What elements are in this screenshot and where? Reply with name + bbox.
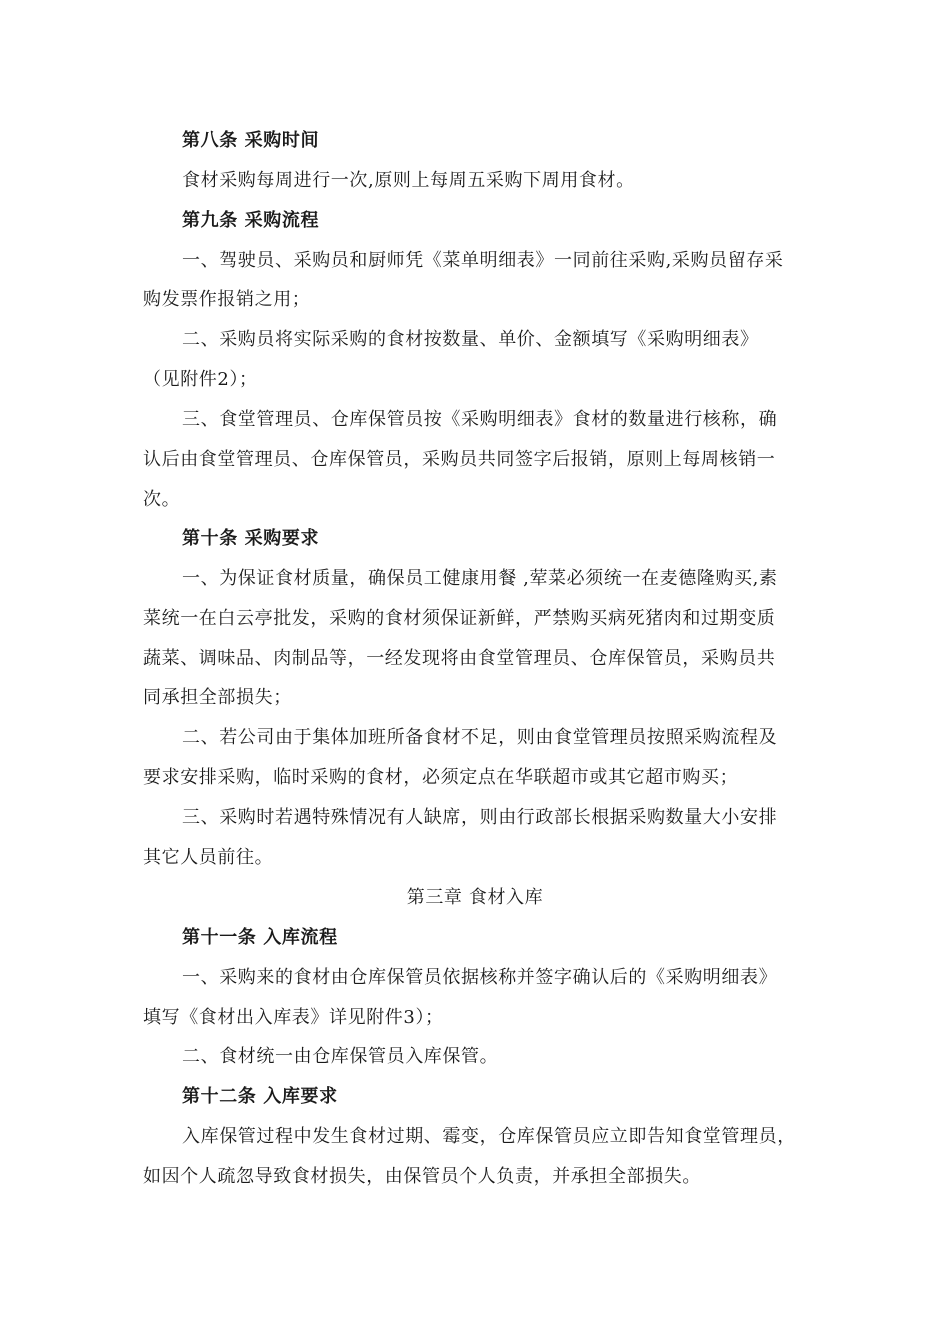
article9-item2-line2: （见附件2）；: [143, 369, 258, 390]
article12-paragraph-line2: 如因个人疏忽导致食材损失，由保管员个人负责，并承担全部损失。: [143, 1166, 701, 1187]
article9-title: 第九条 采购流程: [182, 210, 320, 231]
article11-item1-line2: 填写《食材出入库表》详见附件3）；: [143, 1007, 444, 1028]
article10-item2-line2: 要求安排采购，临时采购的食材，必须定点在华联超市或其它超市购买；: [143, 767, 739, 788]
article10-item1-line1: 一、为保证食材质量，确保员工健康用餐 ,荤菜必须统一在麦德隆购买,素: [182, 568, 778, 589]
article9-item1-line2: 购发票作报销之用；: [143, 289, 311, 310]
article10-item1-line2: 菜统一在白云亭批发，采购的食材须保证新鲜，严禁购买病死猪肉和过期变质: [143, 608, 776, 629]
article8-paragraph: 食材采购每周进行一次,原则上每周五采购下周用食材。: [182, 170, 635, 191]
article9-item2-line1: 二、采购员将实际采购的食材按数量、单价、金额填写《采购明细表》: [182, 329, 759, 350]
article10-item3-line2: 其它人员前往。: [143, 847, 274, 868]
article10-item2-line1: 二、若公司由于集体加班所备食材不足，则由食堂管理员按照采购流程及: [182, 727, 778, 748]
article9-item1-line1: 一、驾驶员、采购员和厨师凭《菜单明细表》一同前往采购,采购员留存采: [182, 250, 784, 271]
article12-title: 第十二条 入库要求: [182, 1086, 338, 1107]
article9-item3-line2: 认后由食堂管理员、仓库保管员，采购员共同签字后报销，原则上每周核销一: [143, 449, 776, 470]
article9-item3-line3: 次。: [143, 489, 181, 510]
article10-item3-line1: 三、采购时若遇特殊情况有人缺席，则由行政部长根据采购数量大小安排: [182, 807, 778, 828]
chapter3-title: 第三章 食材入库: [406, 887, 544, 908]
article9-item3-line1: 三、食堂管理员、仓库保管员按《采购明细表》食材的数量进行核称，确: [182, 409, 778, 430]
article10-title: 第十条 采购要求: [182, 528, 320, 549]
article11-item1-line1: 一、采购来的食材由仓库保管员依据核称并签字确认后的《采购明细表》: [182, 967, 778, 988]
article10-item1-line3: 蔬菜、调味品、肉制品等，一经发现将由食堂管理员、仓库保管员，采购员共: [143, 648, 776, 669]
article11-item2-line1: 二、食材统一由仓库保管员入库保管。: [182, 1046, 499, 1067]
article8-title: 第八条 采购时间: [182, 130, 320, 151]
article12-paragraph-line1: 入库保管过程中发生食材过期、霉变，仓库保管员应立即告知食堂管理员，: [182, 1126, 796, 1147]
article11-title: 第十一条 入库流程: [182, 927, 338, 948]
article10-item1-line4: 同承担全部损失；: [143, 687, 292, 708]
